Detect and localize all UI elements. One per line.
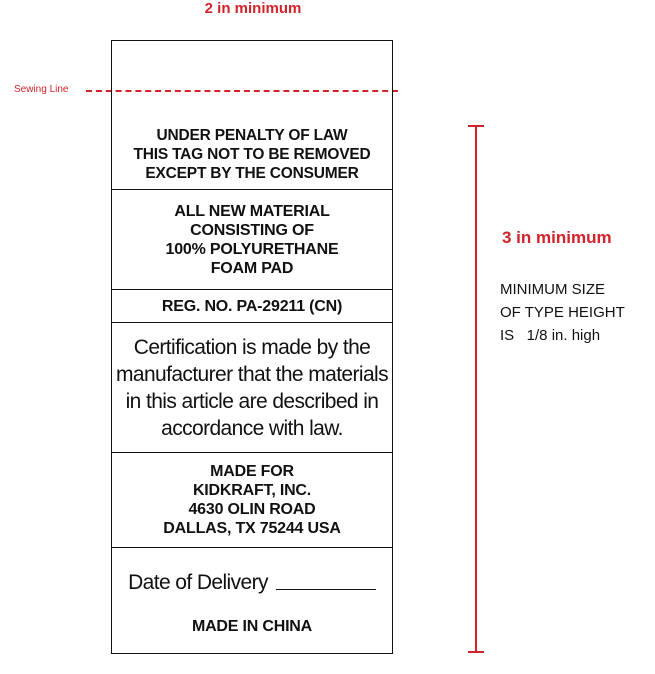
type-height-note-line: IS 1/8 in. high [500, 327, 601, 344]
material-section [112, 190, 392, 289]
date-of-delivery-blank [276, 589, 376, 590]
section-divider [112, 547, 392, 548]
type-height-note [500, 278, 625, 347]
date-of-delivery-row [128, 571, 376, 595]
certification-line: Certification is made by the [133, 335, 371, 359]
type-height-note-line: OF TYPE HEIGHT [500, 304, 625, 321]
certification-section [112, 323, 392, 452]
registration-number: REG. NO. PA-29211 (CN) [161, 297, 343, 315]
certification-line: accordance with law. [161, 416, 343, 440]
manufacturer-section [112, 453, 392, 547]
warning-line: EXCEPT BY THE CONSUMER [145, 164, 359, 182]
warning-line: THIS TAG NOT TO BE REMOVED [133, 145, 371, 163]
height-dimension-label: 3 in minimum [502, 228, 612, 247]
height-dimension-tick-bottom [468, 651, 484, 653]
sewing-line-label: Sewing Line [14, 84, 69, 95]
law-tag [111, 40, 393, 654]
date-of-delivery-section [112, 565, 392, 601]
date-of-delivery-label: Date of Delivery [128, 571, 268, 594]
certification-line: manufacturer that the materials [115, 362, 389, 386]
height-dimension-line [475, 125, 477, 651]
manufacturer-line: 4630 OLIN ROAD [188, 501, 316, 518]
country-of-origin: MADE IN CHINA [191, 617, 313, 635]
registration-section [112, 290, 392, 322]
certification-line: in this article are described in [125, 389, 379, 413]
type-height-note-line: MINIMUM SIZE [500, 281, 605, 298]
manufacturer-line: KIDKRAFT, INC. [192, 482, 312, 499]
origin-section [112, 609, 392, 643]
height-dimension-tick-top [468, 125, 484, 127]
material-line: 100% POLYURETHANE [165, 240, 339, 258]
width-dimension-label: 2 in minimum [204, 0, 302, 17]
manufacturer-line: DALLAS, TX 75244 USA [163, 520, 341, 537]
warning-line: UNDER PENALTY OF LAW [156, 126, 348, 144]
warning-section [112, 119, 392, 189]
material-line: CONSISTING OF [190, 221, 314, 239]
material-line: FOAM PAD [210, 259, 294, 277]
manufacturer-line: MADE FOR [210, 463, 294, 480]
material-line: ALL NEW MATERIAL [174, 202, 330, 220]
